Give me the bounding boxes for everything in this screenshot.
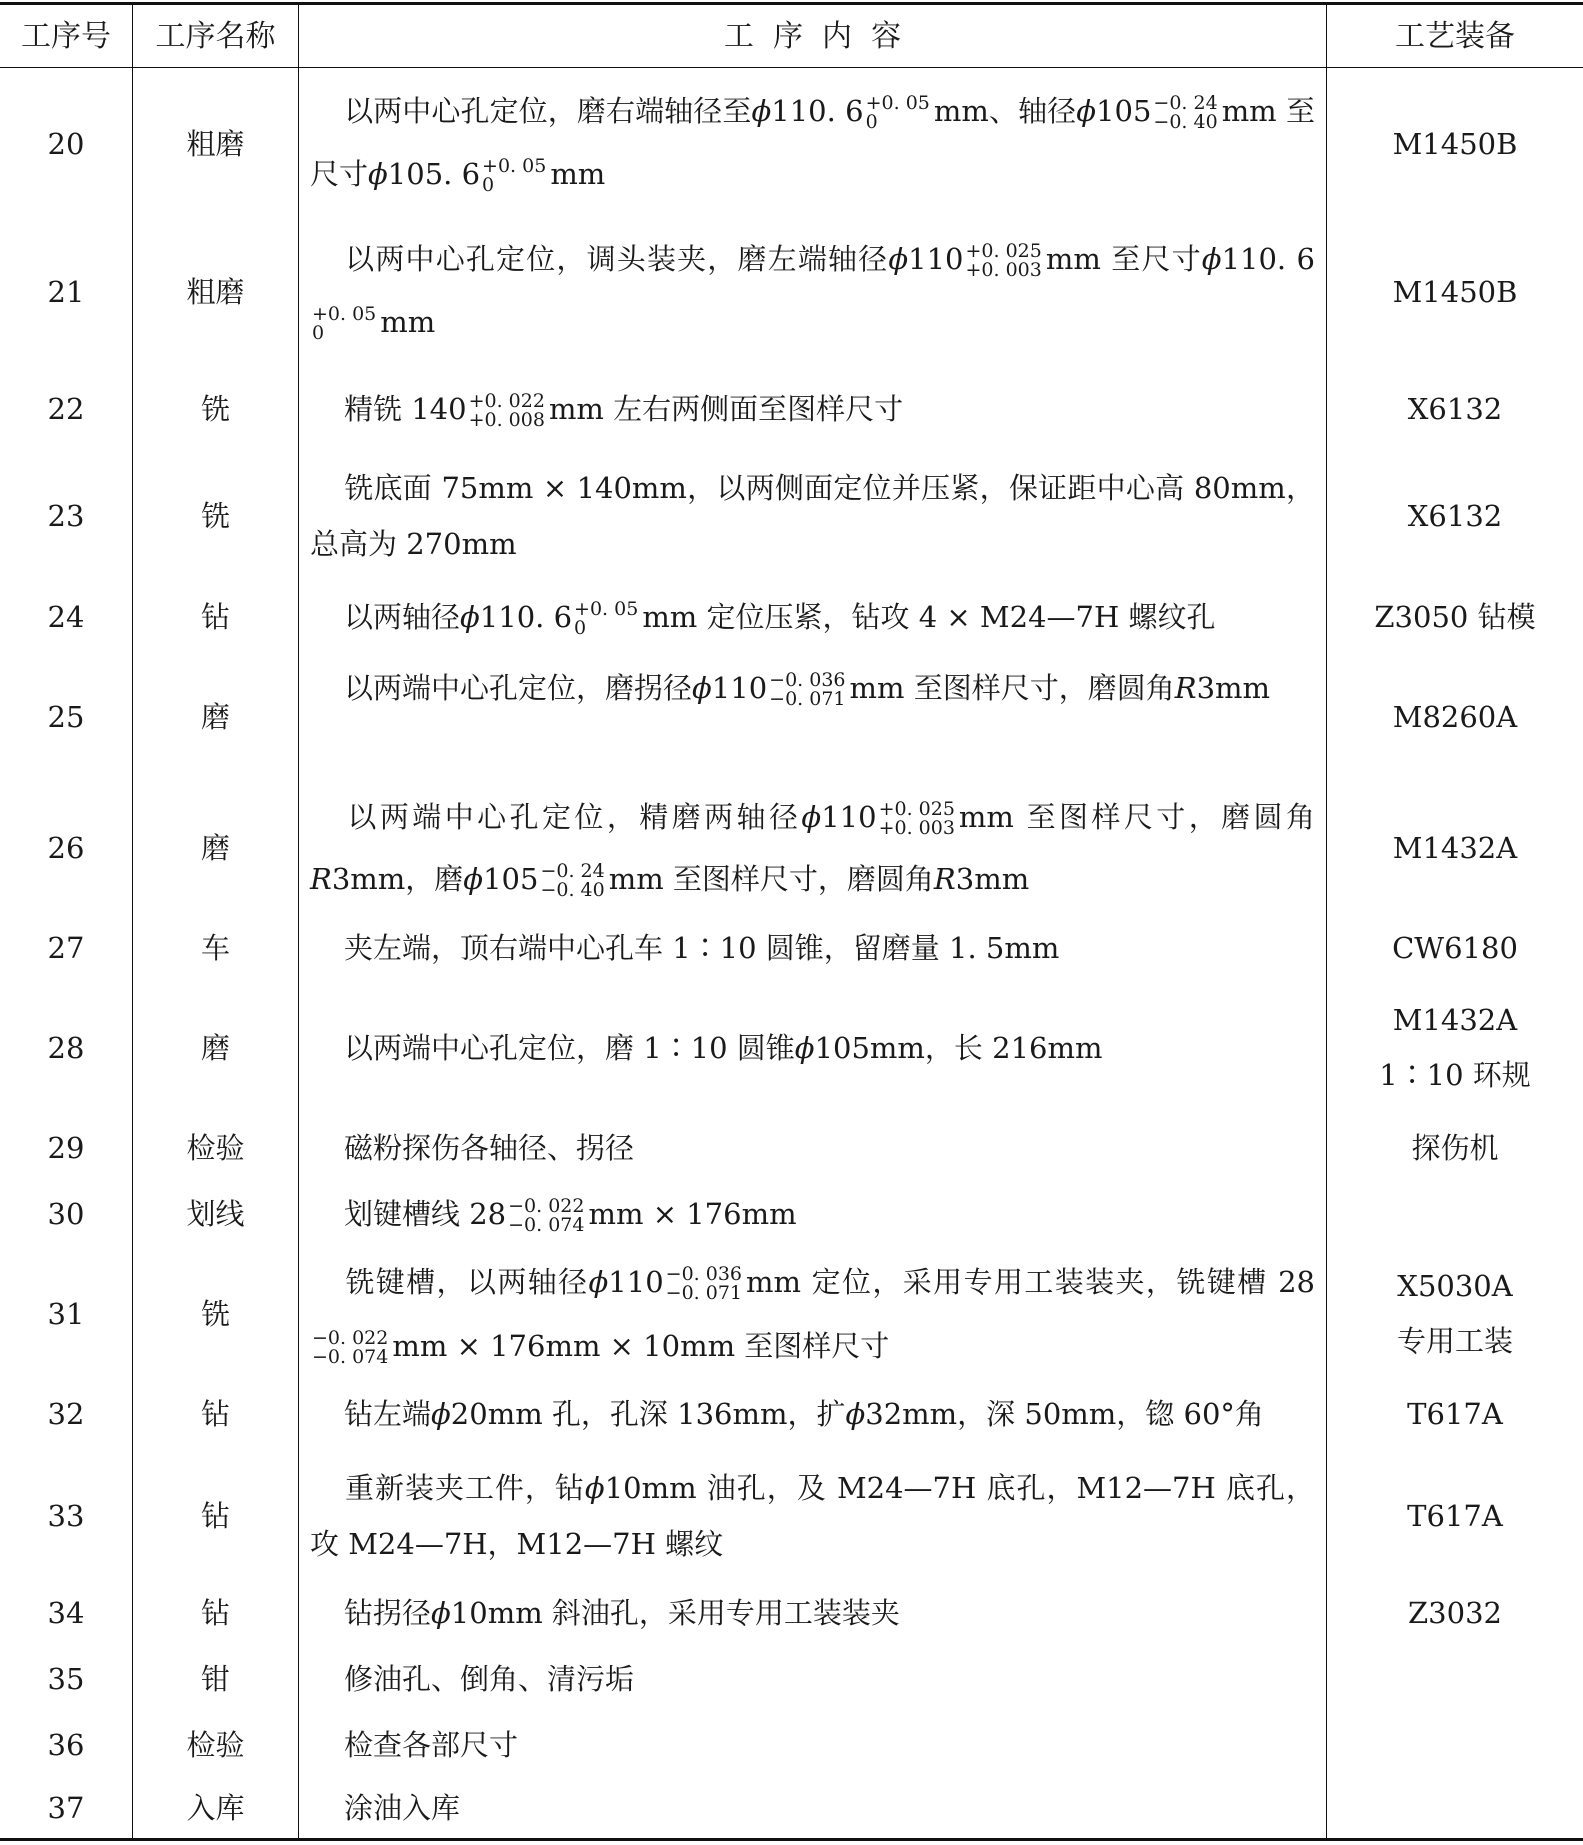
step-content: 涂油入库 <box>344 1790 461 1825</box>
equipment: X5030A 专用工装 <box>1396 1269 1513 1358</box>
tolerance: −0. 036 −0. 071 <box>665 1263 743 1304</box>
step-name: 磨 <box>200 699 230 734</box>
step-name: 划线 <box>186 1196 245 1231</box>
step-name: 钻 <box>200 1396 230 1431</box>
step-content: 划键槽线 28 −0. 022 −0. 074 mm × 176mm <box>344 1194 797 1236</box>
tolerance: −0. 022 −0. 074 <box>312 1327 389 1368</box>
step-number: 27 <box>47 930 85 965</box>
step-number: 32 <box>47 1396 85 1431</box>
step-name: 钳 <box>200 1661 230 1696</box>
step-name: 磨 <box>200 1030 230 1065</box>
step-number: 33 <box>47 1498 85 1533</box>
tolerance: +0. 05 0 <box>574 597 639 639</box>
step-name: 粗磨 <box>186 126 245 161</box>
step-name: 铣 <box>200 391 230 426</box>
step-number: 26 <box>47 830 85 865</box>
tolerance: +0. 025 +0. 003 <box>878 798 955 839</box>
equipment: X6132 <box>1407 498 1503 533</box>
step-name: 钻 <box>200 599 230 634</box>
step-content: 精铣 140 +0. 022 +0. 008 mm 左右两侧面至图样尺寸 <box>344 389 904 431</box>
equipment: M1432A <box>1392 830 1518 865</box>
tolerance: −0. 022 −0. 074 <box>508 1194 585 1236</box>
step-name: 钻 <box>200 1595 230 1630</box>
step-number: 20 <box>47 126 85 161</box>
equipment: CW6180 <box>1392 930 1518 965</box>
step-content: 以两端中心孔定位，磨拐径ϕ110 −0. 036 −0. 071 mm 至图样尺寸，磨圆角R3mm <box>344 669 1271 710</box>
tolerance: +0. 05 0 <box>865 92 930 133</box>
equipment: M1450B <box>1392 274 1518 309</box>
step-content: 以两中心孔定位，调头装夹，磨左端轴径ϕ110 +0. 025 +0. 003 mm 至尺寸ϕ110. 6 +0. 05 0 mm <box>312 240 1315 344</box>
step-number: 23 <box>47 498 85 533</box>
step-name: 铣 <box>200 498 230 533</box>
header-step-no: 工序号 <box>21 18 111 54</box>
tolerance: +0. 022 +0. 008 <box>468 389 545 431</box>
step-content: 铣底面 75mm × 140mm，以两侧面定位并压紧，保证距中心高 80mm，总高为 270mm <box>310 471 1315 561</box>
equipment: X6132 <box>1407 391 1503 426</box>
equipment: 探伤机 <box>1411 1130 1499 1165</box>
step-content: 修油孔、倒角、清污垢 <box>344 1661 635 1696</box>
tolerance: +0. 025 +0. 003 <box>965 240 1042 281</box>
step-number: 22 <box>47 391 85 426</box>
step-content: 以两端中心孔定位，磨 1∶10 圆锥ϕ105mm，长 216mm <box>344 1030 1103 1065</box>
equipment: M1432A 1∶10 环规 <box>1379 1003 1531 1092</box>
step-number: 34 <box>47 1595 85 1630</box>
tolerance: −0. 24 −0. 40 <box>540 860 605 901</box>
step-content: 钻左端ϕ20mm 孔，孔深 136mm，扩ϕ32mm，深 50mm，锪 60°角 <box>344 1396 1264 1431</box>
table-bottom-rule <box>0 1838 1583 1841</box>
step-number: 25 <box>47 699 85 734</box>
step-number: 29 <box>47 1130 85 1165</box>
step-number: 30 <box>47 1196 85 1231</box>
equipment: T617A <box>1407 1498 1503 1533</box>
tolerance: −0. 036 −0. 071 <box>769 669 846 710</box>
tolerance: +0. 05 0 <box>482 155 547 196</box>
column-divider <box>298 4 299 1839</box>
tolerance: +0. 05 0 <box>312 303 377 344</box>
step-name: 铣 <box>200 1296 230 1331</box>
step-number: 21 <box>47 274 85 309</box>
header-step-name: 工序名称 <box>155 18 276 54</box>
step-number: 28 <box>47 1030 85 1065</box>
step-number: 37 <box>47 1790 85 1825</box>
equipment: M8260A <box>1392 699 1518 734</box>
step-number: 35 <box>47 1661 85 1696</box>
step-number: 31 <box>47 1296 85 1331</box>
step-name: 入库 <box>186 1790 245 1825</box>
step-content: 检查各部尺寸 <box>344 1727 519 1762</box>
step-content: 钻拐径ϕ10mm 斜油孔，采用专用工装装夹 <box>344 1595 900 1630</box>
step-name: 磨 <box>200 830 230 865</box>
step-name: 粗磨 <box>186 274 245 309</box>
step-content: 以两端中心孔定位，精磨两轴径ϕ110 +0. 025 +0. 003 mm 至图样尺寸，磨圆角R3mm，磨ϕ105 −0. 24 −0. 40 mm 至图样尺寸，磨圆角R3mm <box>310 798 1315 901</box>
equipment: M1450B <box>1392 126 1518 161</box>
step-content: 夹左端，顶右端中心孔车 1∶10 圆锥，留磨量 1. 5mm <box>344 930 1060 965</box>
tolerance: −0. 24 −0. 40 <box>1153 92 1218 133</box>
equipment: Z3050 钻模 <box>1374 599 1536 634</box>
step-number: 24 <box>47 599 85 634</box>
step-name: 车 <box>200 930 230 965</box>
equipment: T617A <box>1407 1396 1503 1431</box>
step-content: 重新装夹工件，钻ϕ10mm 油孔，及 M24—7H 底孔，M12—7H 底孔，攻 M24—7H，M12—7H 螺纹 <box>310 1471 1315 1561</box>
step-content: 以两轴径ϕ110. 6 +0. 05 0 mm 定位压紧，钻攻 4 × M24—7H 螺纹孔 <box>344 597 1216 639</box>
step-number: 36 <box>47 1727 85 1762</box>
header-rule <box>0 67 1583 68</box>
step-content: 磁粉探伤各轴径、拐径 <box>344 1130 635 1165</box>
step-name: 钻 <box>200 1498 230 1533</box>
header-equipment: 工艺装备 <box>1395 18 1515 54</box>
step-name: 检验 <box>186 1727 245 1762</box>
step-content: 以两中心孔定位，磨右端轴径至ϕ110. 6 +0. 05 0 mm、轴径ϕ105 −0. 24 −0. 40 mm 至尺寸ϕ105. 6 +0. 05 0 mm <box>310 92 1316 196</box>
equipment: Z3032 <box>1408 1595 1502 1630</box>
header-step-content: 工 序 内 容 <box>723 18 902 54</box>
step-name: 检验 <box>186 1130 245 1165</box>
step-content: 铣键槽，以两轴径ϕ110 −0. 036 −0. 071 mm 定位，采用专用工装装夹，铣键槽 28 −0. 022 −0. 074 mm × 176mm × 10mm 至图样尺寸 <box>312 1263 1315 1368</box>
